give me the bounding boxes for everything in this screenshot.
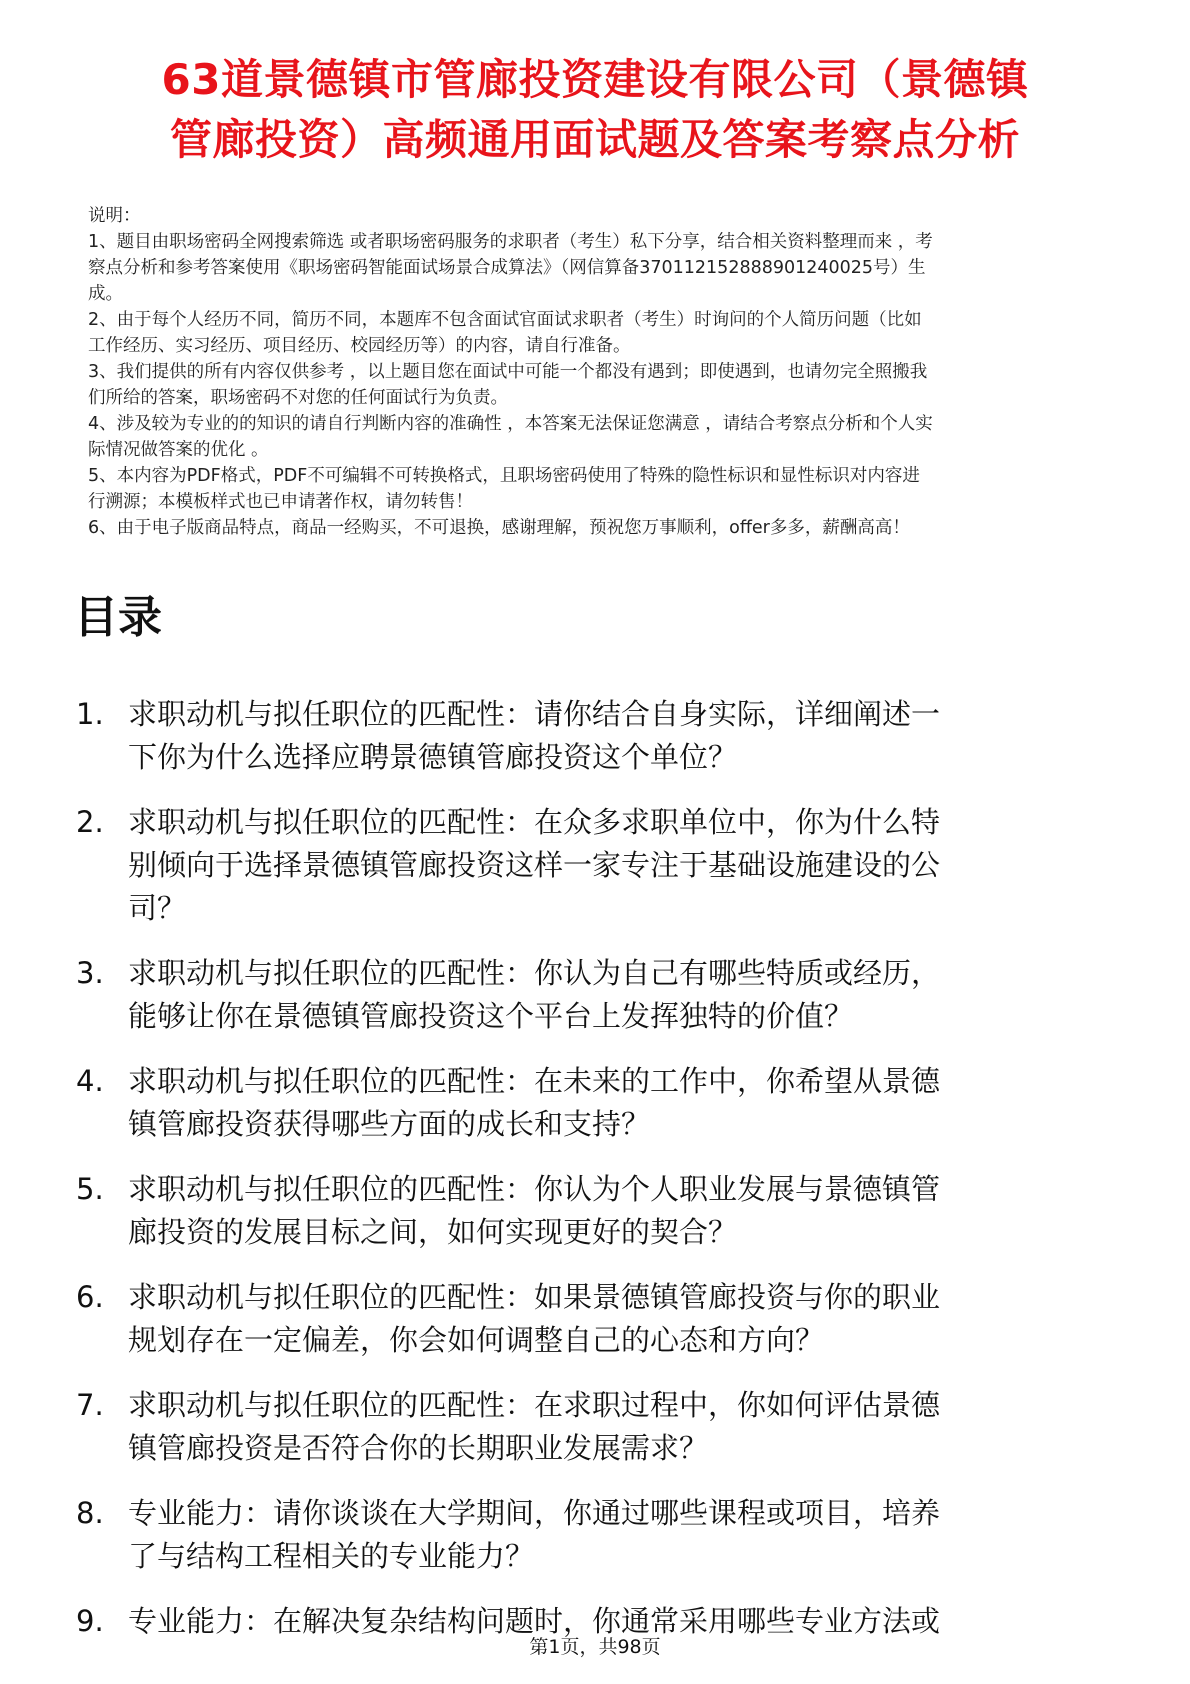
toc-item (76, 1060, 1116, 1146)
toc-item-number: 2. (76, 805, 104, 839)
toc-item-text (128, 1384, 1116, 1470)
toc-item-line: 规划存在一定偏差，你会如何调整自己的心态和方向？ (128, 1323, 825, 1357)
toc-item-number: 5. (76, 1172, 104, 1206)
toc-item-line: 能够让你在景德镇管廊投资这个平台上发挥独特的价值？ (128, 999, 854, 1033)
toc-item-text (128, 1060, 1116, 1146)
toc-item-line: 下你为什么选择应聘景德镇管廊投资这个单位？ (128, 740, 738, 774)
toc-item-line: 专业能力：请你谈谈在大学期间，你通过哪些课程或项目，培养 (128, 1496, 941, 1530)
toc-item-line: 别倾向于选择景德镇管廊投资这样一家专注于基础设施建设的公 (128, 848, 941, 882)
toc-item-line: 专业能力：在解决复杂结构问题时，你通常采用哪些专业方法或 (128, 1604, 941, 1638)
toc-item-text (128, 952, 1116, 1038)
notes-line: 2、由于每个人经历不同，简历不同，本题库不包含面试官面试求职者（考生）时询问的个人简历问题（比如 (88, 310, 922, 330)
toc-item (76, 1492, 1116, 1578)
toc-item-line: 求职动机与拟任职位的匹配性：你认为自己有哪些特质或经历， (128, 956, 941, 990)
toc-item-text (128, 1492, 1116, 1578)
toc-item (76, 1168, 1116, 1254)
document-title (60, 50, 1130, 170)
toc-item-text (128, 1276, 1116, 1362)
notes-line: 1、题目由职场密码全网搜索筛选 或者职场密码服务的求职者（考生）私下分享，结合相关资料整理而来 ，考 (88, 232, 933, 252)
title-line: 管廊投资）高频通用面试题及答案考察点分析 (169, 115, 1020, 164)
toc-item-line: 求职动机与拟任职位的匹配性：在求职过程中，你如何评估景德 (128, 1388, 941, 1422)
toc-item (76, 1276, 1116, 1362)
toc-item-line: 求职动机与拟任职位的匹配性：在未来的工作中，你希望从景德 (128, 1064, 941, 1098)
toc-item-line: 镇管廊投资获得哪些方面的成长和支持？ (128, 1107, 651, 1141)
toc-heading: 目录 (74, 592, 162, 643)
toc-item (76, 952, 1116, 1038)
toc-item-number: 6. (76, 1280, 104, 1314)
notes-line: 察点分析和参考答案使用《职场密码智能面试场景合成算法》（网信算备370112152888901240025号）生 (88, 258, 926, 278)
notes-line: 说明： (88, 206, 141, 226)
toc-item-line: 求职动机与拟任职位的匹配性：请你结合自身实际，详细阐述一 (128, 697, 941, 731)
notes-line: 行溯源；本模板样式也已申请著作权，请勿转售！ (88, 492, 473, 512)
toc-item-number: 9. (76, 1604, 104, 1638)
notes-line: 成。 (88, 284, 123, 304)
toc-item-text (128, 693, 1116, 779)
toc-item-line: 求职动机与拟任职位的匹配性：在众多求职单位中，你为什么特 (128, 805, 941, 839)
title-line: 63道景德镇市管廊投资建设有限公司（景德镇 (161, 55, 1029, 104)
page-number: 第1页，共98页 (529, 1636, 661, 1658)
notes-line: 际情况做答案的优化 。 (88, 440, 269, 460)
toc-item-line: 求职动机与拟任职位的匹配性：你认为个人职业发展与景德镇管 (128, 1172, 941, 1206)
toc-item-line: 求职动机与拟任职位的匹配性：如果景德镇管廊投资与你的职业 (128, 1280, 941, 1314)
notes-line: 4、涉及较为专业的的知识的请自行判断内容的准确性 ，本答案无法保证您满意 ，请结合考察点分析和个人实 (88, 414, 933, 434)
toc-item-line: 廊投资的发展目标之间，如何实现更好的契合？ (128, 1215, 738, 1249)
toc-item-number: 1. (76, 697, 104, 731)
toc-item-number: 3. (76, 956, 104, 990)
notes-line: 们所给的答案，职场密码不对您的任何面试行为负责。 (88, 388, 508, 408)
disclaimer-notes (88, 203, 1118, 541)
notes-line: 5、本内容为PDF格式，PDF不可编辑不可转换格式，且职场密码使用了特殊的隐性标识和显性标识对内容进 (88, 466, 920, 486)
toc-item-number: 7. (76, 1388, 104, 1422)
toc-item (76, 801, 1116, 930)
toc-item-number: 8. (76, 1496, 104, 1530)
notes-line: 3、我们提供的所有内容仅供参考 ，以上题目您在面试中可能一个都没有遇到；即使遇到，也请勿完全照搬我 (88, 362, 928, 382)
toc-item (76, 1384, 1116, 1470)
toc-list (76, 693, 1116, 1665)
toc-item-line: 司？ (128, 891, 187, 925)
toc-item-line: 了与结构工程相关的专业能力？ (128, 1539, 535, 1573)
toc-item-text (128, 1168, 1116, 1254)
toc-item-text (128, 801, 1116, 930)
toc-item-number: 4. (76, 1064, 104, 1098)
notes-line: 工作经历、实习经历、项目经历、校园经历等）的内容，请自行准备。 (88, 336, 631, 356)
toc-item-line: 镇管廊投资是否符合你的长期职业发展需求？ (128, 1431, 709, 1465)
notes-line: 6、由于电子版商品特点，商品一经购买，不可退换，感谢理解，预祝您万事顺利，offer多多，薪酬高高！ (88, 518, 910, 538)
toc-item (76, 693, 1116, 779)
